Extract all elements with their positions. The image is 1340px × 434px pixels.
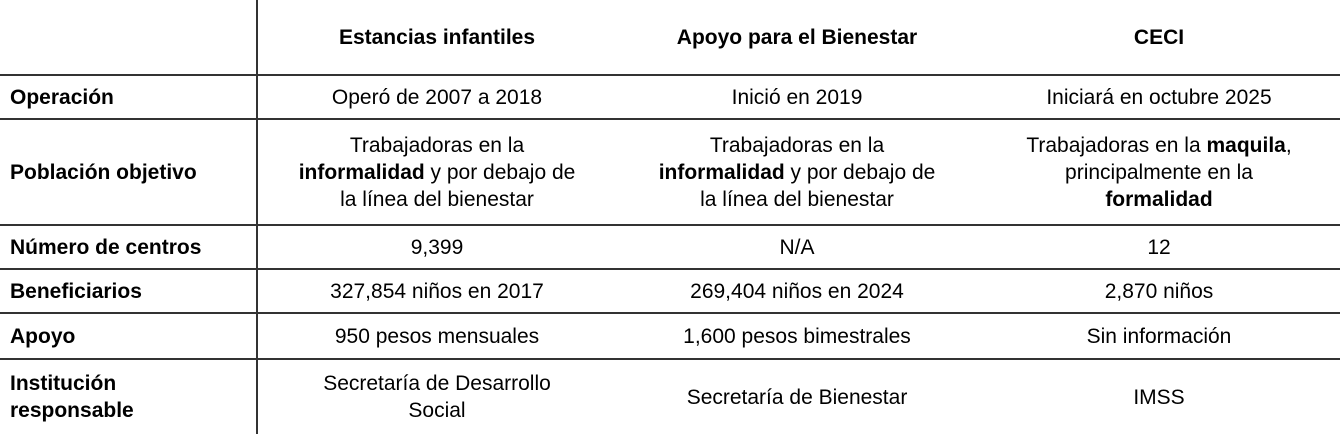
cell-value: 269,404 niños en 2024 bbox=[690, 279, 904, 303]
row-divider bbox=[0, 118, 1340, 120]
cell-text: Social bbox=[408, 399, 466, 422]
row-divider bbox=[0, 312, 1340, 314]
cell-value: 1,600 pesos bimestrales bbox=[683, 324, 911, 348]
cell-value: 950 pesos mensuales bbox=[334, 324, 540, 348]
header-estancias: Estancias infantiles bbox=[338, 25, 536, 49]
row-divider bbox=[0, 74, 1340, 76]
header-ceci: CECI bbox=[1133, 25, 1185, 49]
row-divider bbox=[0, 358, 1340, 360]
cell-text: responsable bbox=[10, 399, 134, 422]
row-label-poblacion: Población objetivo bbox=[10, 160, 197, 184]
cell-bold-text: formalidad bbox=[1105, 187, 1213, 211]
cell-value: Secretaría de Bienestar bbox=[686, 385, 908, 409]
cell-value bbox=[258, 120, 616, 224]
cell-value bbox=[258, 360, 616, 434]
cell-text: Secretaría de Desarrollo bbox=[323, 372, 551, 395]
cell-value: Inició en 2019 bbox=[731, 85, 863, 109]
cell-text: y por debajo de bbox=[424, 160, 576, 184]
row-label-apoyo: Apoyo bbox=[10, 324, 76, 348]
cell-text: Trabajadoras en la bbox=[1026, 133, 1207, 157]
header-apoyo: Apoyo para el Bienestar bbox=[676, 25, 918, 49]
cell-value: 12 bbox=[1147, 235, 1171, 259]
cell-text: Institución bbox=[10, 372, 117, 395]
cell-text: Trabajadoras en la bbox=[349, 133, 525, 157]
cell-value: 327,854 niños en 2017 bbox=[330, 279, 544, 303]
row-divider bbox=[0, 224, 1340, 226]
cell-value: 9,399 bbox=[410, 235, 464, 259]
cell-value bbox=[978, 120, 1340, 224]
cell-text: la línea del bienestar bbox=[700, 187, 894, 211]
row-divider bbox=[0, 268, 1340, 270]
cell-value: Operó de 2007 a 2018 bbox=[331, 85, 543, 109]
table-row bbox=[0, 270, 1340, 312]
table-row bbox=[0, 360, 1340, 434]
cell-text: y por debajo de bbox=[784, 160, 936, 184]
table-row bbox=[0, 226, 1340, 268]
column-divider bbox=[256, 0, 258, 434]
cell-bold-text: informalidad bbox=[658, 160, 785, 184]
table-row bbox=[0, 120, 1340, 224]
cell-value: Iniciará en octubre 2025 bbox=[1046, 85, 1272, 109]
cell-text: , bbox=[1285, 133, 1292, 157]
cell-value bbox=[616, 120, 978, 224]
cell-value: IMSS bbox=[1133, 385, 1185, 409]
cell-text: principalmente en la bbox=[1065, 160, 1253, 184]
row-label-institucion bbox=[0, 360, 258, 434]
cell-bold-text: informalidad bbox=[298, 160, 425, 184]
cell-value: 2,870 niños bbox=[1104, 279, 1214, 303]
header-row bbox=[0, 0, 1340, 74]
table-row bbox=[0, 314, 1340, 358]
cell-bold-text: maquila bbox=[1206, 133, 1286, 157]
row-label-operacion: Operación bbox=[10, 85, 114, 109]
cell-text: Trabajadoras en la bbox=[709, 133, 885, 157]
header-empty-cell bbox=[0, 0, 258, 74]
row-label-beneficiarios: Beneficiarios bbox=[10, 279, 142, 303]
cell-text: la línea del bienestar bbox=[340, 187, 534, 211]
row-label-centros: Número de centros bbox=[10, 235, 202, 259]
cell-value: N/A bbox=[779, 235, 815, 259]
table-row bbox=[0, 76, 1340, 118]
cell-value: Sin información bbox=[1086, 324, 1232, 348]
